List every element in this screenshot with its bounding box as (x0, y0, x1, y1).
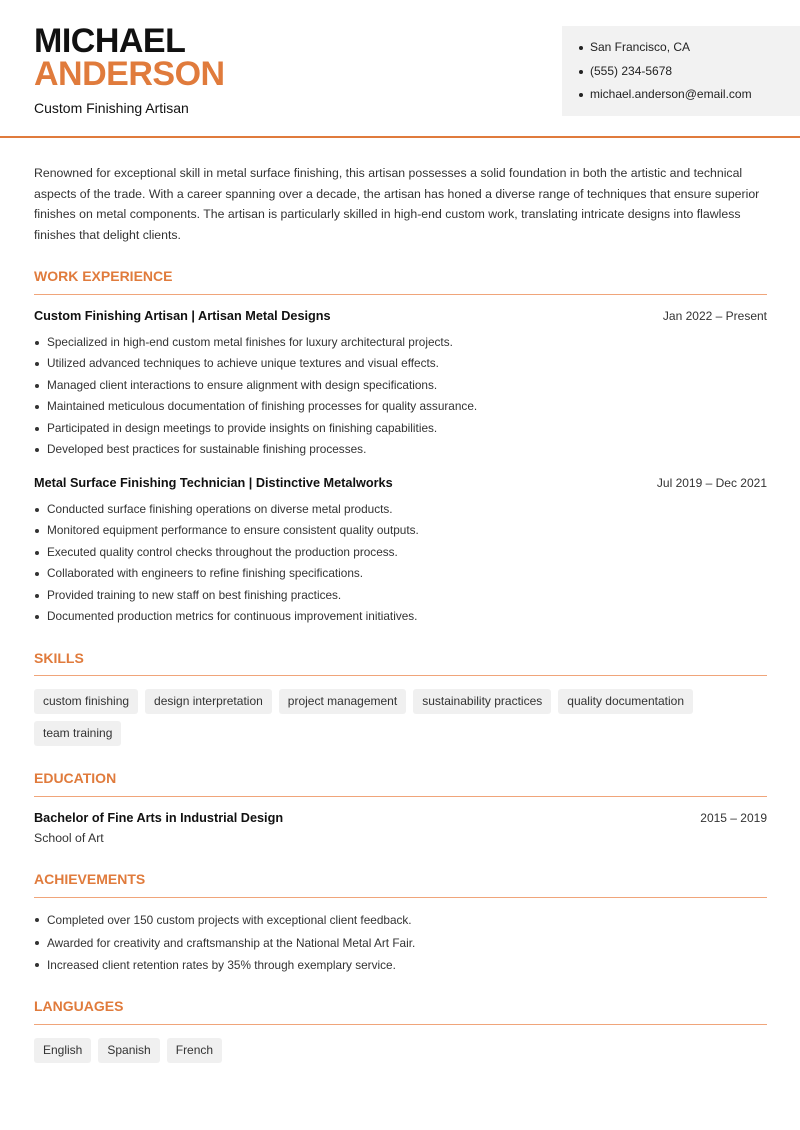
resume-header (0, 0, 800, 138)
skill-chip: project management (279, 689, 406, 714)
first-name: MICHAEL (34, 22, 186, 60)
job-dates: Jul 2019 – Dec 2021 (656, 476, 767, 490)
skill-chip: team training (34, 721, 121, 746)
section-divider (34, 897, 767, 898)
list-item: Completed over 150 custom projects with exceptional client feedback. (34, 909, 767, 932)
list-item: Maintained meticulous documentation of finishing processes for quality assurance. (34, 396, 767, 417)
contact-email: michael.anderson@email.com (579, 83, 800, 107)
section-title-achievements: ACHIEVEMENTS (34, 871, 146, 887)
language-chip: Spanish (98, 1038, 159, 1063)
job-bullets (34, 499, 767, 627)
list-item: Provided training to new staff on best finishing practices. (34, 585, 767, 606)
contact-box (562, 26, 800, 116)
list-item: Managed client interactions to ensure alignment with design specifications. (34, 375, 767, 396)
section-title-languages: LANGUAGES (34, 998, 124, 1014)
list-item: Awarded for creativity and craftsmanship at the National Metal Art Fair. (34, 932, 767, 955)
list-item: Increased client retention rates by 35% through exemplary service. (34, 954, 767, 977)
job-header (34, 476, 767, 494)
list-item: Specialized in high-end custom metal finishes for luxury architectural projects. (34, 332, 767, 353)
list-item: Monitored equipment performance to ensure consistent quality outputs. (34, 520, 767, 541)
language-chip: English (34, 1038, 91, 1063)
list-item: Executed quality control checks throughout the production process. (34, 542, 767, 563)
job-dates: Jan 2022 – Present (662, 309, 767, 323)
list-item: Conducted surface finishing operations on diverse metal products. (34, 499, 767, 520)
education-header (34, 811, 767, 829)
skill-chip: custom finishing (34, 689, 138, 714)
job-role: Metal Surface Finishing Technician | Distinctive Metalworks (34, 476, 393, 490)
degree: Bachelor of Fine Arts in Industrial Design (34, 811, 284, 825)
job-title: Custom Finishing Artisan (34, 100, 189, 116)
section-divider (34, 796, 767, 797)
last-name: ANDERSON (34, 55, 225, 93)
skill-chip: sustainability practices (413, 689, 551, 714)
list-item: Utilized advanced techniques to achieve unique textures and visual effects. (34, 353, 767, 374)
education-dates: 2015 – 2019 (700, 811, 767, 825)
job-role: Custom Finishing Artisan | Artisan Metal Designs (34, 309, 331, 323)
summary-paragraph: Renowned for exceptional skill in metal surface finishing, this artisan possesses a solid foundation in both the artistic and technical aspects of the trade. With a career spanning over a decade, the artisan has honed a diverse range of techniques that ensure superior finishes on metal components. The artisan is particularly skilled in high-end custom work, translating intricate designs into flawless finishes that delight clients. (34, 166, 760, 243)
section-title-skills: SKILLS (34, 650, 84, 666)
section-divider (34, 675, 767, 676)
contact-location: San Francisco, CA (579, 36, 800, 60)
list-item: Participated in design meetings to provide insights on finishing capabilities. (34, 418, 767, 439)
school-name: School of Art (34, 831, 104, 845)
skills-list (34, 689, 767, 753)
contact-phone: (555) 234-5678 (579, 60, 800, 84)
section-title-work: WORK EXPERIENCE (34, 268, 173, 284)
list-item: Developed best practices for sustainable finishing processes. (34, 439, 767, 460)
achievements-list (34, 909, 767, 977)
list-item: Documented production metrics for continuous improvement initiatives. (34, 606, 767, 627)
list-item: Collaborated with engineers to refine finishing specifications. (34, 563, 767, 584)
section-title-education: EDUCATION (34, 770, 117, 786)
job-header (34, 309, 767, 327)
language-chip: French (167, 1038, 222, 1063)
job-bullets (34, 332, 767, 460)
skill-chip: quality documentation (558, 689, 693, 714)
section-divider (34, 294, 767, 295)
skill-chip: design interpretation (145, 689, 272, 714)
languages-list (34, 1038, 767, 1070)
section-divider (34, 1024, 767, 1025)
